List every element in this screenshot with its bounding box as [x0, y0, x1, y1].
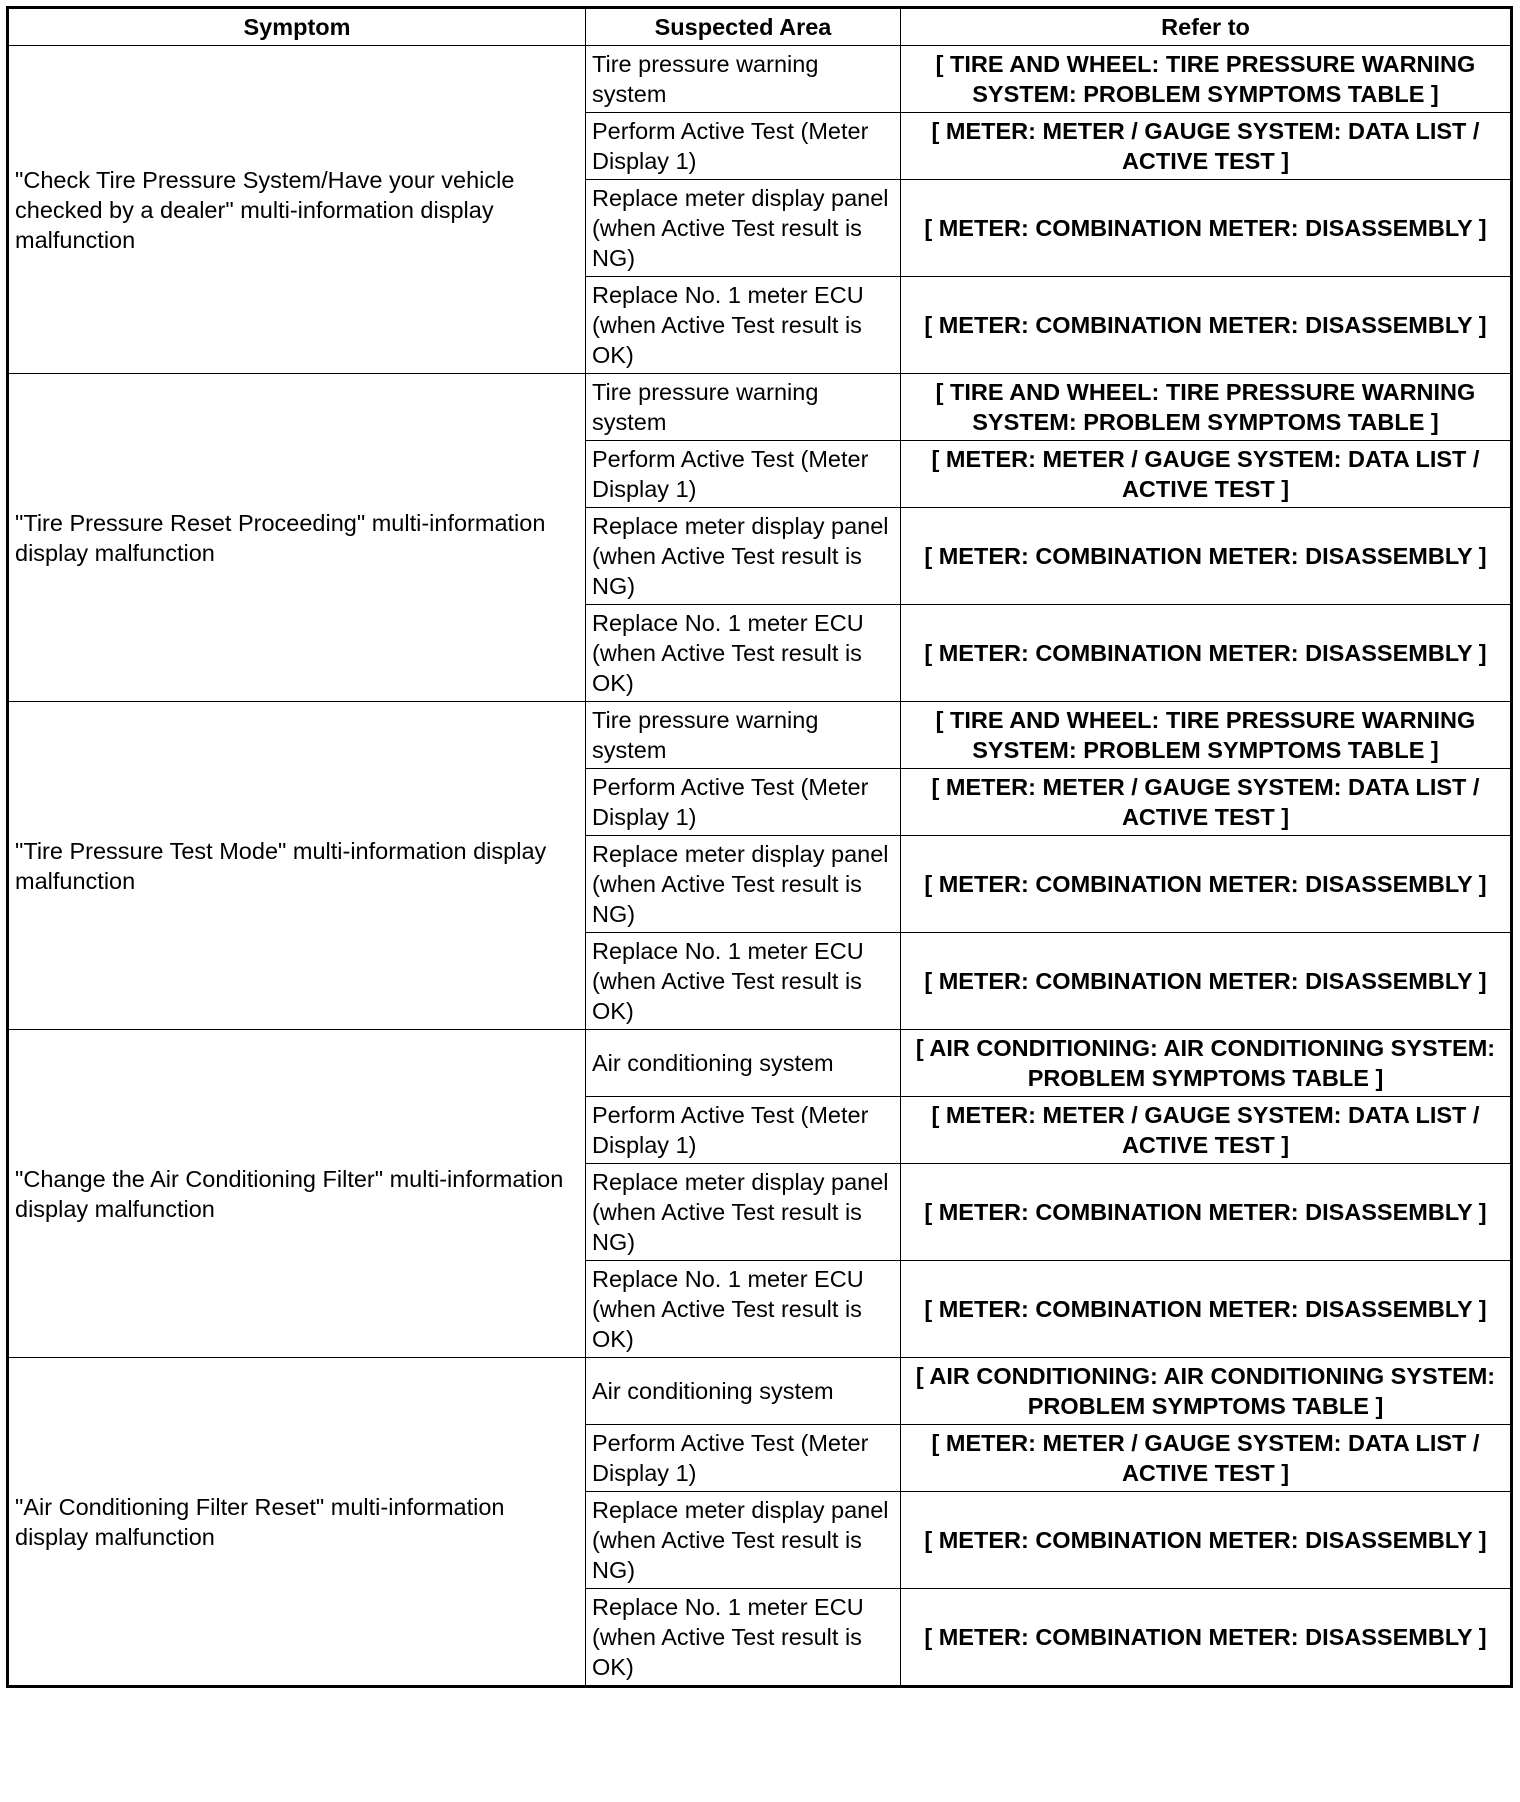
- suspected-area-cell: Perform Active Test (Meter Display 1): [586, 1425, 901, 1492]
- refer-to-link[interactable]: [ METER: COMBINATION METER: DISASSEMBLY ]: [901, 1164, 1512, 1261]
- refer-to-link[interactable]: [ METER: METER / GAUGE SYSTEM: DATA LIST / ACTIVE TEST ]: [901, 1425, 1512, 1492]
- refer-to-link[interactable]: [ METER: COMBINATION METER: DISASSEMBLY ]: [901, 1589, 1512, 1687]
- header-symptom: Symptom: [8, 8, 586, 46]
- refer-to-link[interactable]: [ METER: METER / GAUGE SYSTEM: DATA LIST / ACTIVE TEST ]: [901, 769, 1512, 836]
- suspected-area-cell: Replace No. 1 meter ECU (when Active Test result is OK): [586, 1589, 901, 1687]
- refer-to-link[interactable]: [ TIRE AND WHEEL: TIRE PRESSURE WARNING SYSTEM: PROBLEM SYMPTOMS TABLE ]: [901, 702, 1512, 769]
- refer-to-link[interactable]: [ TIRE AND WHEEL: TIRE PRESSURE WARNING SYSTEM: PROBLEM SYMPTOMS TABLE ]: [901, 46, 1512, 113]
- suspected-area-cell: Air conditioning system: [586, 1358, 901, 1425]
- refer-to-link[interactable]: [ AIR CONDITIONING: AIR CONDITIONING SYSTEM: PROBLEM SYMPTOMS TABLE ]: [901, 1030, 1512, 1097]
- suspected-area-cell: Replace No. 1 meter ECU (when Active Test result is OK): [586, 933, 901, 1030]
- table-row: [8, 1358, 1512, 1425]
- refer-to-link[interactable]: [ METER: COMBINATION METER: DISASSEMBLY ]: [901, 1261, 1512, 1358]
- problem-symptoms-table: [6, 6, 1513, 1688]
- refer-to-link[interactable]: [ METER: COMBINATION METER: DISASSEMBLY ]: [901, 836, 1512, 933]
- suspected-area-cell: Replace meter display panel (when Active Test result is NG): [586, 836, 901, 933]
- suspected-area-cell: Tire pressure warning system: [586, 374, 901, 441]
- refer-to-link[interactable]: [ METER: METER / GAUGE SYSTEM: DATA LIST / ACTIVE TEST ]: [901, 1097, 1512, 1164]
- refer-to-link[interactable]: [ METER: COMBINATION METER: DISASSEMBLY ]: [901, 508, 1512, 605]
- refer-to-link[interactable]: [ AIR CONDITIONING: AIR CONDITIONING SYSTEM: PROBLEM SYMPTOMS TABLE ]: [901, 1358, 1512, 1425]
- symptom-cell: "Check Tire Pressure System/Have your vehicle checked by a dealer" multi-information display malfunction: [8, 46, 586, 374]
- refer-to-link[interactable]: [ METER: METER / GAUGE SYSTEM: DATA LIST / ACTIVE TEST ]: [901, 441, 1512, 508]
- suspected-area-cell: Replace meter display panel (when Active Test result is NG): [586, 180, 901, 277]
- table-row: [8, 702, 1512, 769]
- refer-to-link[interactable]: [ METER: METER / GAUGE SYSTEM: DATA LIST / ACTIVE TEST ]: [901, 113, 1512, 180]
- refer-to-link[interactable]: [ METER: COMBINATION METER: DISASSEMBLY ]: [901, 1492, 1512, 1589]
- suspected-area-cell: Replace meter display panel (when Active Test result is NG): [586, 508, 901, 605]
- suspected-area-cell: Replace No. 1 meter ECU (when Active Test result is OK): [586, 1261, 901, 1358]
- suspected-area-cell: Perform Active Test (Meter Display 1): [586, 113, 901, 180]
- refer-to-link[interactable]: [ METER: COMBINATION METER: DISASSEMBLY ]: [901, 277, 1512, 374]
- refer-to-link[interactable]: [ TIRE AND WHEEL: TIRE PRESSURE WARNING SYSTEM: PROBLEM SYMPTOMS TABLE ]: [901, 374, 1512, 441]
- refer-to-link[interactable]: [ METER: COMBINATION METER: DISASSEMBLY ]: [901, 180, 1512, 277]
- suspected-area-cell: Tire pressure warning system: [586, 702, 901, 769]
- table-body: [8, 46, 1512, 1687]
- suspected-area-cell: Tire pressure warning system: [586, 46, 901, 113]
- suspected-area-cell: Perform Active Test (Meter Display 1): [586, 769, 901, 836]
- suspected-area-cell: Perform Active Test (Meter Display 1): [586, 1097, 901, 1164]
- suspected-area-cell: Replace meter display panel (when Active Test result is NG): [586, 1492, 901, 1589]
- refer-to-link[interactable]: [ METER: COMBINATION METER: DISASSEMBLY ]: [901, 933, 1512, 1030]
- suspected-area-cell: Air conditioning system: [586, 1030, 901, 1097]
- symptom-cell: "Tire Pressure Reset Proceeding" multi-information display malfunction: [8, 374, 586, 702]
- header-refer-to: Refer to: [901, 8, 1512, 46]
- suspected-area-cell: Replace meter display panel (when Active Test result is NG): [586, 1164, 901, 1261]
- table-header-row: [8, 8, 1512, 46]
- symptom-cell: "Air Conditioning Filter Reset" multi-information display malfunction: [8, 1358, 586, 1687]
- symptom-cell: "Tire Pressure Test Mode" multi-information display malfunction: [8, 702, 586, 1030]
- table-row: [8, 1030, 1512, 1097]
- table-row: [8, 374, 1512, 441]
- header-suspected-area: Suspected Area: [586, 8, 901, 46]
- refer-to-link[interactable]: [ METER: COMBINATION METER: DISASSEMBLY ]: [901, 605, 1512, 702]
- suspected-area-cell: Replace No. 1 meter ECU (when Active Test result is OK): [586, 277, 901, 374]
- suspected-area-cell: Perform Active Test (Meter Display 1): [586, 441, 901, 508]
- table-row: [8, 46, 1512, 113]
- symptom-cell: "Change the Air Conditioning Filter" multi-information display malfunction: [8, 1030, 586, 1358]
- suspected-area-cell: Replace No. 1 meter ECU (when Active Test result is OK): [586, 605, 901, 702]
